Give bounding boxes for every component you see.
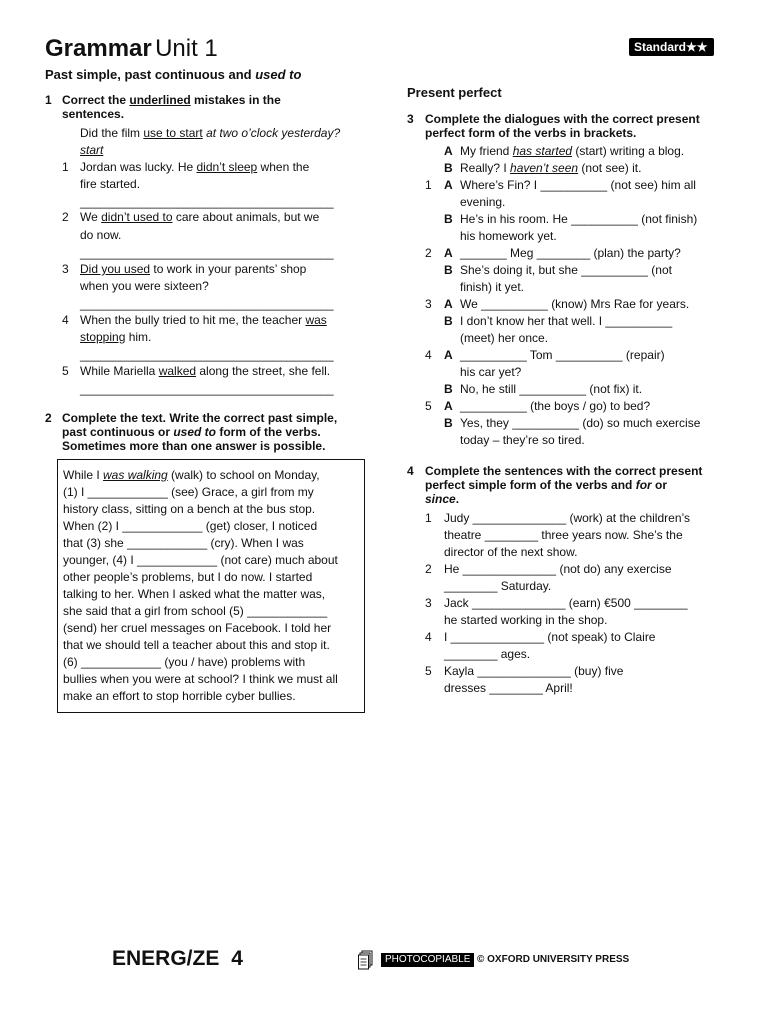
q1-example xyxy=(80,125,340,142)
dialogue-line: She’s doing it, but she __________ (not xyxy=(460,263,672,277)
q1-item-underlined: stopping xyxy=(80,330,126,344)
q1-item-text: care about animals, but we xyxy=(172,210,320,224)
q4-instr-italic: since xyxy=(425,492,456,506)
q1-instr-u: underlined xyxy=(129,93,191,107)
q1-item-line xyxy=(80,159,309,176)
q3-item-number: 5 xyxy=(425,399,432,413)
text-line: other people’s problems, but I do now. I started xyxy=(63,570,313,584)
speaker-letter: B xyxy=(444,382,453,396)
q1-item-number: 5 xyxy=(62,364,69,378)
q1-item-number: 3 xyxy=(62,262,69,276)
q3-item-number: 4 xyxy=(425,348,432,362)
text-example: haven’t seen xyxy=(510,161,579,175)
q1-instr-c: sentences. xyxy=(62,107,125,121)
q2-instr-italic: used to xyxy=(173,425,217,439)
text-part: Really? I xyxy=(460,161,511,175)
q3-example-line xyxy=(460,143,684,160)
logo-number: 4 xyxy=(231,947,243,970)
dialogue-line: __________ (the boys / go) to bed? xyxy=(460,399,651,413)
q3-example-line xyxy=(460,160,641,177)
q1-item-text: We xyxy=(80,210,102,224)
q4-number: 4 xyxy=(407,464,414,478)
q4-item-line: I ______________ (not speak) to Claire xyxy=(444,630,656,644)
text-line: bullies when you were at school? I think we must all xyxy=(63,672,338,686)
q3-instr-line: perfect form of the verbs in brackets. xyxy=(425,126,637,140)
q4-item-line: ________ ages. xyxy=(444,647,531,661)
dialogue-line: __________ Tom __________ (repair) xyxy=(460,348,665,362)
subtitle-italic: used to xyxy=(255,67,302,82)
copyright-text: © OXFORD UNIVERSITY PRESS xyxy=(477,954,630,965)
section-heading: Present perfect xyxy=(407,85,502,100)
speaker-letter: A xyxy=(444,178,453,192)
text-line: (6) ____________ (you / have) problems with xyxy=(63,655,306,669)
q1-item-line xyxy=(80,312,327,329)
speaker-letter: A xyxy=(444,144,453,158)
text-part: My friend xyxy=(460,144,513,158)
q2-instr-line: Complete the text. Write the correct past simple, xyxy=(62,411,338,425)
q3-instruction xyxy=(425,112,700,140)
q4-instruction xyxy=(425,464,702,506)
q4-item-line: ________ Saturday. xyxy=(444,579,552,593)
q4-item-number: 3 xyxy=(425,596,432,610)
level-badge xyxy=(629,38,714,56)
answer-blank[interactable]: ______________________________________ xyxy=(80,348,334,362)
q4-instr-line: Complete the sentences with the correct present xyxy=(425,464,703,478)
title-bold: Grammar xyxy=(45,35,152,62)
energize-logo xyxy=(112,947,243,971)
star-icon: ★★ xyxy=(686,40,708,54)
q4-item-number: 4 xyxy=(425,630,432,644)
q1-item-underlined: Did you used xyxy=(80,262,151,276)
q1-item-line xyxy=(80,329,151,346)
photocopiable-badge: PHOTOCOPIABLE xyxy=(381,953,474,967)
dialogue-line: We __________ (know) Mrs Rae for years. xyxy=(460,297,690,311)
q3-number: 3 xyxy=(407,112,414,126)
q1-instruction xyxy=(62,93,281,121)
q1-item-number: 1 xyxy=(62,160,69,174)
q2-instr-line: form of the verbs. xyxy=(216,425,321,439)
dialogue-line: I don’t know her that well. I __________ xyxy=(460,314,673,328)
q1-item-number: 2 xyxy=(62,210,69,224)
q1-item-underlined: walked xyxy=(158,364,197,378)
q1-example-u: use to start xyxy=(143,126,203,140)
dialogue-line: No, he still __________ (not fix) it. xyxy=(460,382,643,396)
q1-item-underlined: didn’t used to xyxy=(101,210,173,224)
text-line: (send) her cruel messages on Facebook. I told her xyxy=(63,621,332,635)
speaker-letter: B xyxy=(444,416,453,430)
dialogue-line: (meet) her once. xyxy=(460,331,549,345)
answer-blank[interactable]: ______________________________________ xyxy=(80,246,334,260)
speaker-letter: B xyxy=(444,314,453,328)
speaker-letter: A xyxy=(444,348,453,362)
text-example: was walking xyxy=(103,468,168,482)
q1-item-line xyxy=(80,209,319,226)
badge-label: Standard xyxy=(634,40,687,54)
speaker-letter: B xyxy=(444,161,453,175)
q4-item-line: Jack ______________ (earn) €500 ________ xyxy=(444,596,688,610)
text-line xyxy=(63,467,320,484)
q4-item-line: He ______________ (not do) any exercise xyxy=(444,562,672,576)
dialogue-line: his car yet? xyxy=(460,365,522,379)
text-part: (not see) it. xyxy=(578,161,642,175)
answer-blank[interactable]: ______________________________________ xyxy=(80,297,334,311)
q4-item-number: 1 xyxy=(425,511,432,525)
dialogue-line: Yes, they __________ (do) so much exercise xyxy=(460,416,701,430)
text-line: that we should tell a teacher about this and stop it. xyxy=(63,638,330,652)
text-example: has started xyxy=(512,144,573,158)
q4-instr-italic: for xyxy=(635,478,652,492)
speaker-letter: B xyxy=(444,263,453,277)
q1-item-text: While Mariella xyxy=(80,364,159,378)
dialogue-line: He’s in his room. He __________ (not finish) xyxy=(460,212,698,226)
text-line: that (3) she ____________ (cry). When I was xyxy=(63,536,304,550)
q1-example-post: at two o’clock yesterday? xyxy=(202,126,341,140)
logo-text: ENERG/ZE xyxy=(112,947,220,970)
subtitle-text: Past simple, past continuous and xyxy=(45,67,256,82)
text-part: While I xyxy=(63,468,104,482)
text-line: younger, (4) I ____________ (not care) much about xyxy=(63,553,338,567)
q4-item-number: 5 xyxy=(425,664,432,678)
q1-item-line: do now. xyxy=(80,228,122,242)
dialogue-line: finish) it yet. xyxy=(460,280,525,294)
q1-item-text: along the street, she fell. xyxy=(196,364,331,378)
q1-item-text: When the bully tried to hit me, the teacher xyxy=(80,313,306,327)
q1-item-text: him. xyxy=(125,330,152,344)
q3-item-number: 3 xyxy=(425,297,432,311)
q4-instr-line: . xyxy=(455,492,460,506)
page-subtitle xyxy=(45,67,301,82)
q2-number: 2 xyxy=(45,411,52,425)
q1-item-line: when you were sixteen? xyxy=(80,279,209,293)
q2-text-box xyxy=(57,459,365,713)
q4-instr-line: or xyxy=(651,478,668,492)
q2-instr-line: Sometimes more than one answer is possible. xyxy=(62,439,326,453)
dialogue-line: Where’s Fin? I __________ (not see) him all xyxy=(460,178,696,192)
q4-item-line: director of the next show. xyxy=(444,545,578,559)
text-part: (walk) to school on Monday, xyxy=(167,468,320,482)
text-line: make an effort to stop horrible cyber bullies. xyxy=(63,689,296,703)
text-line: history class, sitting on a bench at the bus stop. xyxy=(63,502,316,516)
photocopy-icon xyxy=(358,950,374,970)
text-line: she said that a girl from school (5) ____________ xyxy=(63,604,328,618)
q3-instr-line: Complete the dialogues with the correct present xyxy=(425,112,700,126)
page-title xyxy=(45,35,218,63)
q3-item-number: 1 xyxy=(425,178,432,192)
q1-item-line: fire started. xyxy=(80,177,141,191)
q1-example-pre: Did the film xyxy=(80,126,144,140)
q4-item-line: Judy ______________ (work) at the children’s xyxy=(444,511,690,525)
dialogue-line: his homework yet. xyxy=(460,229,557,243)
text-part: (start) writing a blog. xyxy=(572,144,685,158)
q1-item-text: when the xyxy=(257,160,310,174)
q2-instr-line: past continuous or xyxy=(62,425,174,439)
answer-blank[interactable]: ______________________________________ xyxy=(80,382,334,396)
speaker-letter: A xyxy=(444,246,453,260)
q4-item-line: Kayla ______________ (buy) five xyxy=(444,664,624,678)
dialogue-line: _______ Meg ________ (plan) the party? xyxy=(460,246,681,260)
q2-instruction xyxy=(62,411,337,453)
dialogue-line: evening. xyxy=(460,195,506,209)
q1-item-number: 4 xyxy=(62,313,69,327)
text-line: (1) I ____________ (see) Grace, a girl from my xyxy=(63,485,314,499)
q1-instr-b: mistakes in the xyxy=(190,93,281,107)
q1-item-underlined: was xyxy=(305,313,327,327)
q1-number: 1 xyxy=(45,93,52,107)
q1-item-underlined: didn’t sleep xyxy=(196,160,258,174)
text-line: talking to her. When I asked what the matter was, xyxy=(63,587,326,601)
q4-item-line: theatre ________ three years now. She’s the xyxy=(444,528,683,542)
q4-item-number: 2 xyxy=(425,562,432,576)
q1-item-line xyxy=(80,363,330,380)
q1-example-answer: start xyxy=(80,143,104,157)
title-unit: Unit 1 xyxy=(155,35,218,62)
speaker-letter: A xyxy=(444,297,453,311)
q4-item-line: dresses ________ April! xyxy=(444,681,573,695)
q1-item-text: Jordan was lucky. He xyxy=(80,160,197,174)
q4-item-line: he started working in the shop. xyxy=(444,613,608,627)
q1-instr-a: Correct the xyxy=(62,93,130,107)
speaker-letter: B xyxy=(444,212,453,226)
speaker-letter: A xyxy=(444,399,453,413)
q3-item-number: 2 xyxy=(425,246,432,260)
answer-blank[interactable]: ______________________________________ xyxy=(80,195,334,209)
q1-item-text: to work in your parents’ shop xyxy=(150,262,307,276)
dialogue-line: today – they’re so tired. xyxy=(460,433,585,447)
q4-instr-line: perfect simple form of the verbs and xyxy=(425,478,636,492)
text-line: When (2) I ____________ (get) closer, I noticed xyxy=(63,519,318,533)
q1-item-line xyxy=(80,261,306,278)
